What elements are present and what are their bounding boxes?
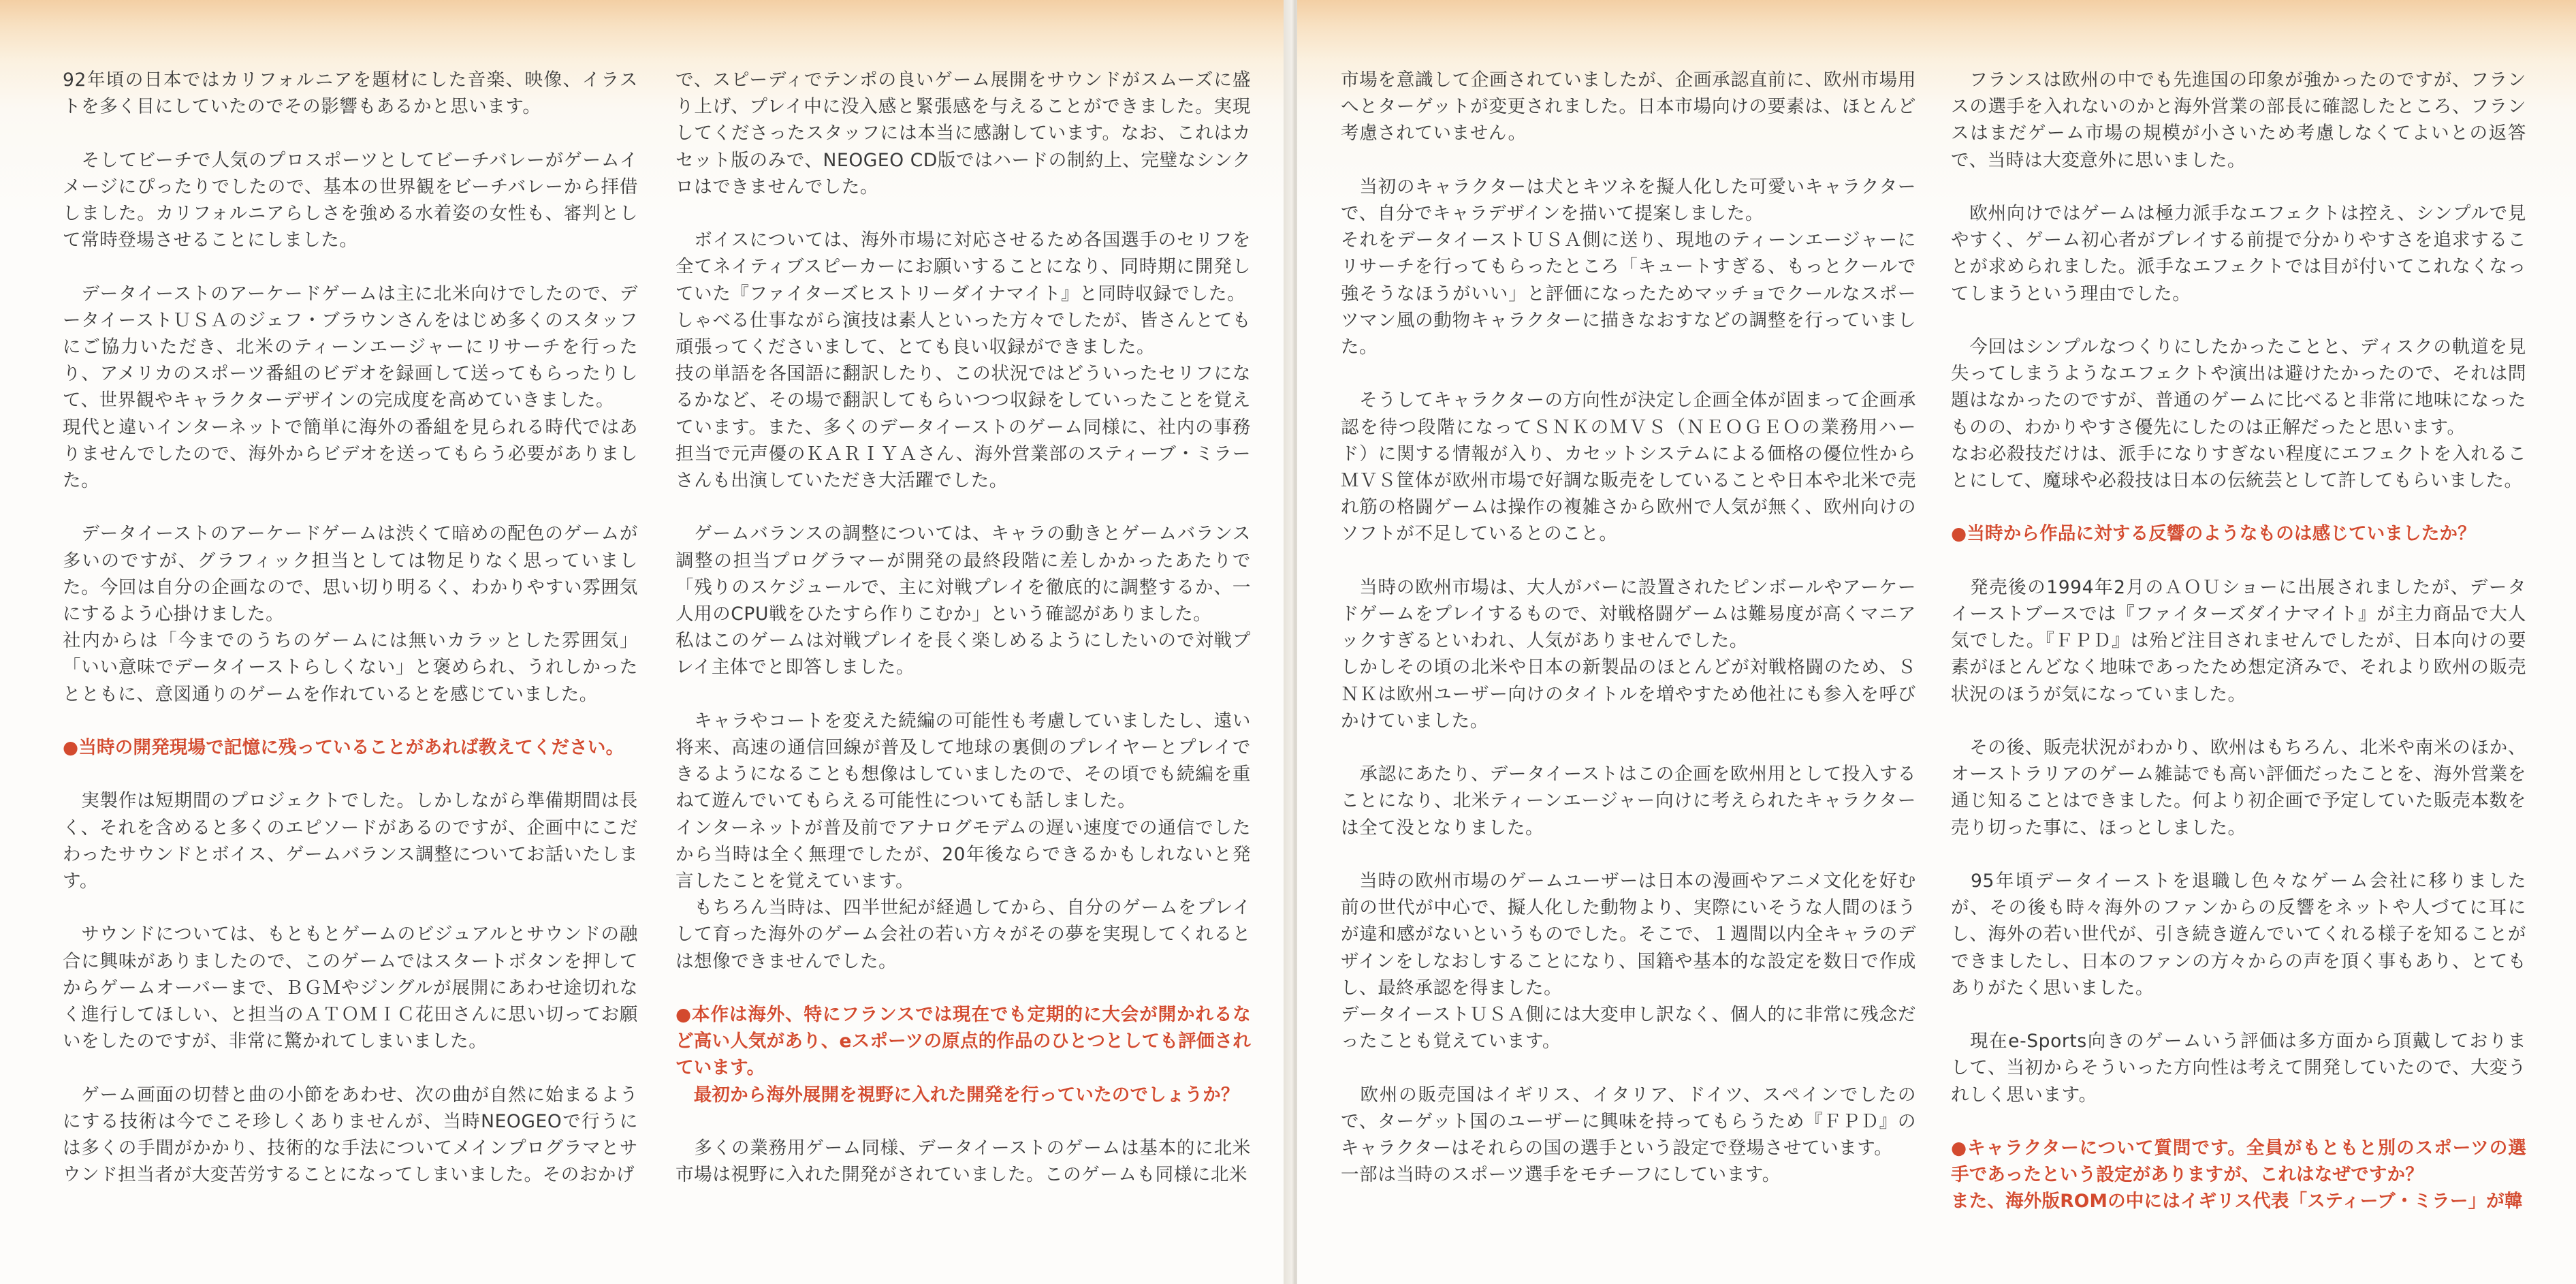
paragraph: 欧州向けではゲームは極力派手なエフェクトは控え、シンプルで見やすく、ゲーム初心者がプレイする前提で分かりやすさを追求することが求められました。派手なエフェクトでは目が付いてこれなくなってしまうという理由でした。 bbox=[1951, 203, 2526, 304]
paragraph: そうしてキャラクターの方向性が決定し企画全体が固まって企画承認を待つ段階になってＳＮＫのＭＶＳ（ＮＥＯＧＥＯの業務用ハード）に関する情報が入り、カセットシステムによる価格の優位性からＭＶＳ筐体が欧州市場で好調な販売をしていることや日本や北米で売れ筋の格闘ゲームは操作の複雑さから欧州で人気が無く、欧州向けのソフトが不足しているとのこと。 bbox=[1341, 390, 1916, 545]
column-1 bbox=[63, 67, 638, 1215]
paragraph: 当初のキャラクターは犬とキツネを擬人化した可愛いキャラクターで、自分でキャラデザインを描いて提案しました。 それをデータイーストＵＳＡ側に送り、現地のティーンエージャーにリサーチを行ってもらったところ「キュートすぎる、もっとクールで強そうなほうがいい」と評価になったためマッチョでクールなスポーツマン風の動物キャラクターに描きなおすなどの調整を行っていました。 bbox=[1341, 176, 1916, 358]
column-4 bbox=[1951, 67, 2526, 1215]
paragraph: で、スピーディでテンポの良いゲーム展開をサウンドがスムーズに盛り上げ、プレイ中に没入感と緊張感を与えることができました。実現してくださったスタッフには本当に感謝しています。なお、これはカセット版のみで、NEOGEO CD版ではハードの制約上、完璧なシンクロはできませんでした。 bbox=[675, 69, 1251, 198]
paragraph: ボイスについては、海外市場に対応させるため各国選手のセリフを全てネイティブスピーカーにお願いすることになり、同時期に開発していた『ファイターズヒストリーダイナマイト』と同時収録でした。 しゃべる仕事ながら演技は素人といった方々でしたが、皆さんとても頑張ってくださいまして、とても良い収録ができました。 技の単語を各国語に翻訳したり、この状況ではどういったセリフになるかなど、その場で翻訳してもらいつつ収録をしていったことを覚えています。また、多くのデータイーストのゲーム同様に、社内の事務担当で元声優のＫＡＲＩＹＡさん、海外営業部のスティーブ・ミラーさんも出演していただき大活躍でした。 bbox=[675, 230, 1251, 492]
paragraph: 市場を意識して企画されていましたが、企画承認直前に、欧州市場用へとターゲットが変更されました。日本市場向けの要素は、ほとんど考慮されていません。 bbox=[1341, 69, 1916, 144]
paragraph: 現在e-Sports向きのゲームいう評価は多方面から頂戴しておりまして、当初からそういった方向性は考えて開発していたので、大変うれしく思います。 bbox=[1951, 1031, 2526, 1106]
paragraph: 欧州の販売国はイギリス、イタリア、ドイツ、スペインでしたので、ターゲット国のユーザーに興味を持ってもらうため『ＦＰＤ』のキャラクターはそれらの国の選手という設定で登場させています。 一部は当時のスポーツ選手をモチーフにしています。 bbox=[1341, 1084, 1916, 1186]
paragraph: キャラやコートを変えた続編の可能性も考慮していましたし、遠い将来、高速の通信回線が普及して地球の裏側のプレイヤーとプレイできるようになることも想像はしていましたので、その頃でも続編を重ねて遊んでいてもらえる可能性についても話しました。 インターネットが普及前でアナログモデムの遅い速度での通信でしたから当時は全く無理でしたが、20年後ならできるかもしれないと発言したことを覚えています。 もちろん当時は、四半世紀が経過してから、自分のゲームをプレイして育った海外のゲーム会社の若い方々がその夢を実現してくれるとは想像できませんでした。 bbox=[675, 710, 1251, 972]
paragraph: その後、販売状況がわかり、欧州はもちろん、北米や南米のほか、オーストラリアのゲーム雑誌でも高い評価だったことを、海外営業を通じ知ることはできました。何より初企画で予定していた販売本数を売り切った事に、ほっとしました。 bbox=[1951, 737, 2526, 839]
right-page bbox=[1297, 0, 2576, 1284]
interview-question: ●本作は海外、特にフランスでは現在でも定期的に大会が開かれるなど高い人気があり、eスポーツの原点的作品のひとつとしても評価されています。 最初から海外展開を視野に入れた開発を行っていたのでしょうか？ bbox=[675, 1004, 1251, 1106]
paragraph: サウンドについては、もともとゲームのビジュアルとサウンドの融合に興味がありましたので、このゲームではスタートボタンを押してからゲームオーバーまで、ＢＧＭやジングルが展開にあわせ途切れなく進行してほしい、と担当のＡＴＯＭＩＣ花田さんに思い切ってお願いをしたのですが、非常に驚かれてしまいました。 bbox=[63, 924, 638, 1052]
paragraph: 92年頃の日本ではカリフォルニアを題材にした音楽、映像、イラストを多く目にしていたのでその影響もあるかと思います。 bbox=[63, 69, 638, 118]
column-3 bbox=[1341, 67, 1916, 1215]
paragraph: 発売後の1994年2月のＡＯＵショーに出展されましたが、データイーストブースでは『ファイターズダイナマイト』が主力商品で大人気でした。『ＦＰＤ』は殆ど注目されませんでしたが、日本向けの要素がほとんどなく地味であったため想定済みで、それより欧州の販売状況のほうが気になっていました。 bbox=[1951, 576, 2526, 705]
paragraph: 95年頃データイーストを退職し色々なゲーム会社に移りましたが、その後も時々海外のファンからの反響をネットや人づてに耳にし、海外の若い世代が、引き続き遊んでいてくれる様子を知ることができましたし、日本のファンの方々からの声を頂く事もあり、とてもありがたく思いました。 bbox=[1951, 871, 2526, 999]
paragraph: データイーストのアーケードゲームは主に北米向けでしたので、データイーストＵＳＡのジェフ・ブラウンさんをはじめ多くのスタッフにご協力いただき、北米のティーンエージャーにリサーチを行ったり、アメリカのスポーツ番組のビデオを録画して送ってもらったりして、世界観やキャラクターデザインの完成度を高めていきました。 現代と違いインターネットで簡単に海外の番組を見られる時代ではありませんでしたので、海外からビデオを送ってもらう必要がありました。 bbox=[63, 283, 638, 492]
paragraph: 今回はシンプルなつくりにしたかったことと、ディスクの軌道を見失ってしまうようなエフェクトや演出は避けたかったので、それは問題はなかったのですが、普通のゲームに比べると非常に地味になったものの、わかりやすさ優先にしたのは正解だったと思います。 なお必殺技だけは、派手になりすぎない程度にエフェクトを入れることにして、魔球や必殺技は日本の伝統芸として許してもらいました。 bbox=[1951, 336, 2526, 492]
paragraph: ゲームバランスの調整については、キャラの動きとゲームバランス調整の担当プログラマーが開発の最終段階に差しかかったあたりで「残りのスケジュールで、主に対戦プレイを徹底的に調整するか、一人用のCPU戦をひたすら作りこむか」という確認がありました。 私はこのゲームは対戦プレイを長く楽しめるようにしたいので対戦プレイ主体でと即答しました。 bbox=[675, 523, 1251, 678]
interview-question: ●キャラクターについて質問です。全員がもともと別のスポーツの選手であったという設定がありますが、これはなぜですか？ また、海外版ROMの中にはイギリス代表「スティーブ・ミラー」が韓 bbox=[1951, 1138, 2526, 1212]
paragraph: 実製作は短期間のプロジェクトでした。しかしながら準備期間は長く、それを含めると多くのエピソードがあるのですが、企画中にこだわったサウンドとボイス、ゲームバランス調整についてお話いたします。 bbox=[63, 790, 638, 892]
paragraph: ゲーム画面の切替と曲の小節をあわせ、次の曲が自然に始まるようにする技術は今でこそ珍しくありませんが、当時NEOGEOで行うには多くの手間がかかり、技術的な手法についてメインプログラマとサウンド担当者が大変苦労することになってしまいました。そのおかげ bbox=[63, 1084, 638, 1186]
column-2 bbox=[675, 67, 1251, 1215]
paragraph: 承認にあたり、データイーストはこの企画を欧州用として投入することになり、北米ティーンエージャー向けに考えられたキャラクターは全て没となりました。 bbox=[1341, 764, 1916, 839]
paragraph: フランスは欧州の中でも先進国の印象が強かったのですが、フランスの選手を入れないのかと海外営業の部長に確認したところ、フランスはまだゲーム市場の規模が小さいため考慮しなくてよいとの返答で、当時は大変意外に思いました。 bbox=[1951, 69, 2526, 171]
interview-question: ●当時の開発現場で記憶に残っていることがあれば教えてください。 bbox=[63, 737, 624, 759]
paragraph: 当時の欧州市場は、大人がバーに設置されたピンボールやアーケードゲームをプレイするもので、対戦格闘ゲームは難易度が高くマニアックすぎるといわれ、人気がありませんでした。 しかしその頃の北米や日本の新製品のほとんどが対戦格闘のため、ＳＮＫは欧州ユーザー向けのタイトルを増やすため他社にも参入を呼びかけていました。 bbox=[1341, 576, 1916, 732]
paragraph: 当時の欧州市場のゲームユーザーは日本の漫画やアニメ文化を好む前の世代が中心で、擬人化した動物より、実際にいそうな人間のほうが違和感がないというものでした。そこで、１週間以内全キャラのデザインをしなおしすることになり、国籍や基本的な設定を数日で作成し、最終承認を得ました。 データイーストＵＳＡ側には大変申し訳なく、個人的に非常に残念だったことも覚えています。 bbox=[1341, 871, 1916, 1052]
paragraph: そしてビーチで人気のプロスポーツとしてビーチバレーがゲームイメージにぴったりでしたので、基本の世界観をビーチバレーから拝借しました。カリフォルニアらしさを強める水着姿の女性も、審判として常時登場させることにしました。 bbox=[63, 149, 638, 251]
paragraph: 多くの業務用ゲーム同様、データイーストのゲームは基本的に北米市場は視野に入れた開発がされていました。このゲームも同様に北米 bbox=[675, 1138, 1251, 1186]
interview-question: ●当時から作品に対する反響のようなものは感じていましたか？ bbox=[1951, 523, 2476, 545]
paragraph: データイーストのアーケードゲームは渋くて暗めの配色のゲームが多いのですが、グラフィック担当としては物足りなく思っていました。今回は自分の企画なので、思い切り明るく、わかりやすい雰囲気にするよう心掛けました。 社内からは「今までのうちのゲームには無いカラッとした雰囲気」「いい意味でデータイーストらしくない」と褒められ、うれしかったとともに、意図通りのゲームを作れているとを感じていました。 bbox=[63, 523, 638, 705]
